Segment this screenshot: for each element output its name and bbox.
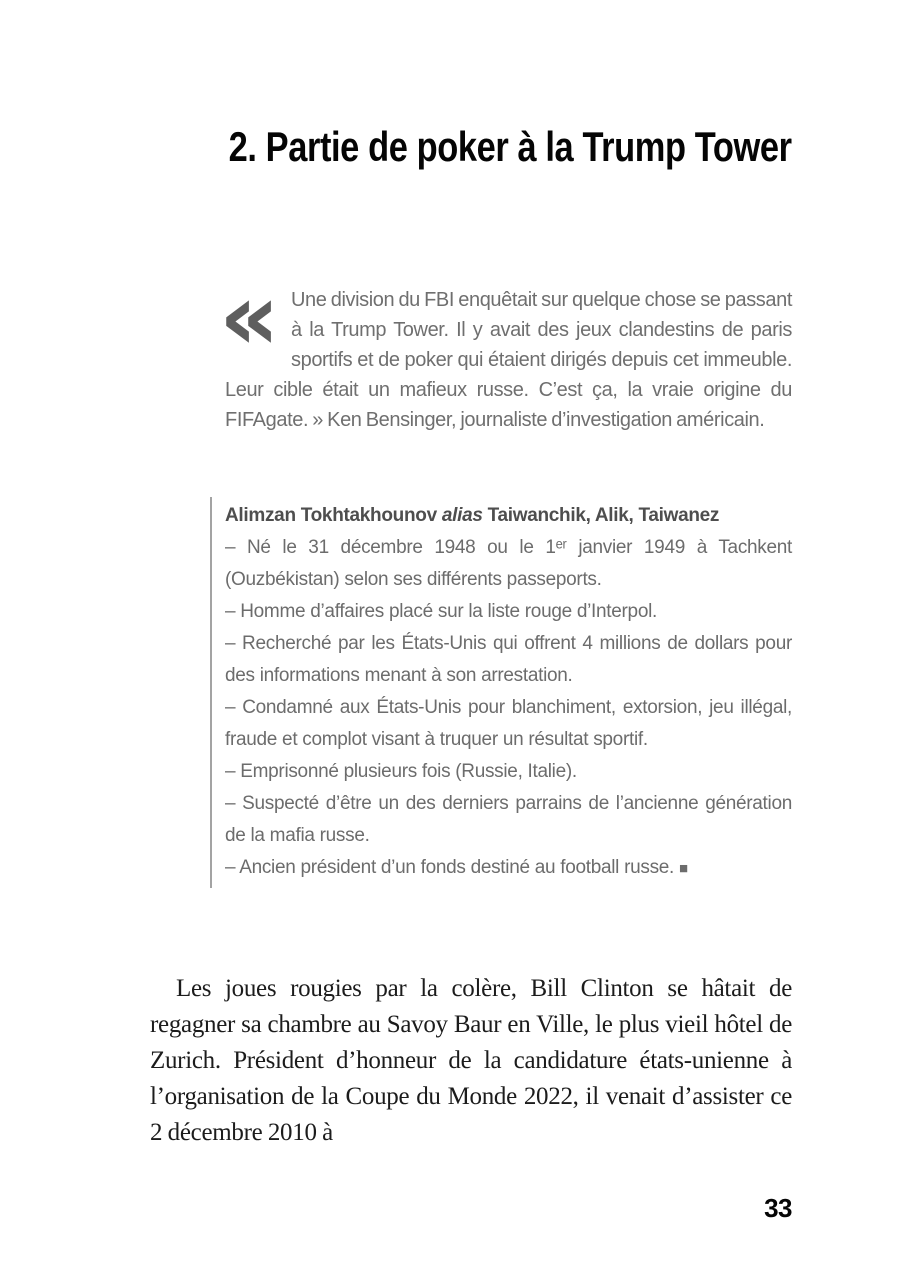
infobox: [210, 497, 792, 888]
infobox-subject-name: Alimzan Tokhtakhounov: [225, 505, 437, 526]
end-square-icon: ■: [679, 860, 688, 877]
chapter-title: 2. Partie de poker à la Trump Tower: [228, 123, 792, 170]
alias-label: alias: [441, 505, 483, 526]
pull-quote: [219, 263, 792, 435]
page-number: 33: [764, 1193, 792, 1223]
infobox-item: – Homme d’affaires placé sur la liste rouge d’Interpol.: [225, 601, 657, 622]
opening-guillemet-icon: «: [219, 263, 277, 372]
infobox-item: – Suspecté d’être un des derniers parrains de l’ancienne génération de la mafia russe.: [225, 793, 792, 846]
quote-text: Une division du FBI enquêtait sur quelque chose se passant à la Trump Tower. Il y avait des jeux clandestins de paris sportifs et de poker qui étaient dirigés depuis cet immeuble. Leur cible était un mafieux russe. C’est ça, la vraie origine du FIFAgate. » Ken Bensinger, journaliste d’investigation américain.: [225, 289, 792, 431]
infobox-item: – Recherché par les États-Unis qui offrent 4 millions de dollars pour des informations menant à son arrestation.: [225, 633, 792, 686]
infobox-title: [225, 500, 792, 532]
body-paragraph: Les joues rougies par la colère, Bill Clinton se hâtait de regagner sa chambre au Savoy Baur en Ville, le plus vieil hôtel de Zurich. Président d’honneur de la candidature états-unienne à l’organisation de la Coupe du Monde 2022, il venait d’assister ce 2 décembre 2010 à: [150, 975, 792, 1146]
quote-mark-container: [219, 263, 291, 373]
infobox-item: – Condamné aux États-Unis pour blanchiment, extorsion, jeu illégal, fraude et complot visant à truquer un résultat sportif.: [225, 697, 792, 750]
infobox-item: – Né le 31 décembre 1948 ou le 1ᵉʳ janvier 1949 à Tachkent (Ouzbékistan) selon ses différents passeports.: [225, 537, 792, 590]
infobox-item-text: – Ancien président d’un fonds destiné au football russe.: [225, 857, 675, 878]
infobox-item-last: [225, 852, 792, 885]
infobox-subject-aliases: Taiwanchik, Alik, Taiwanez: [487, 505, 720, 526]
infobox-item: – Emprisonné plusieurs fois (Russie, Italie).: [225, 761, 577, 782]
